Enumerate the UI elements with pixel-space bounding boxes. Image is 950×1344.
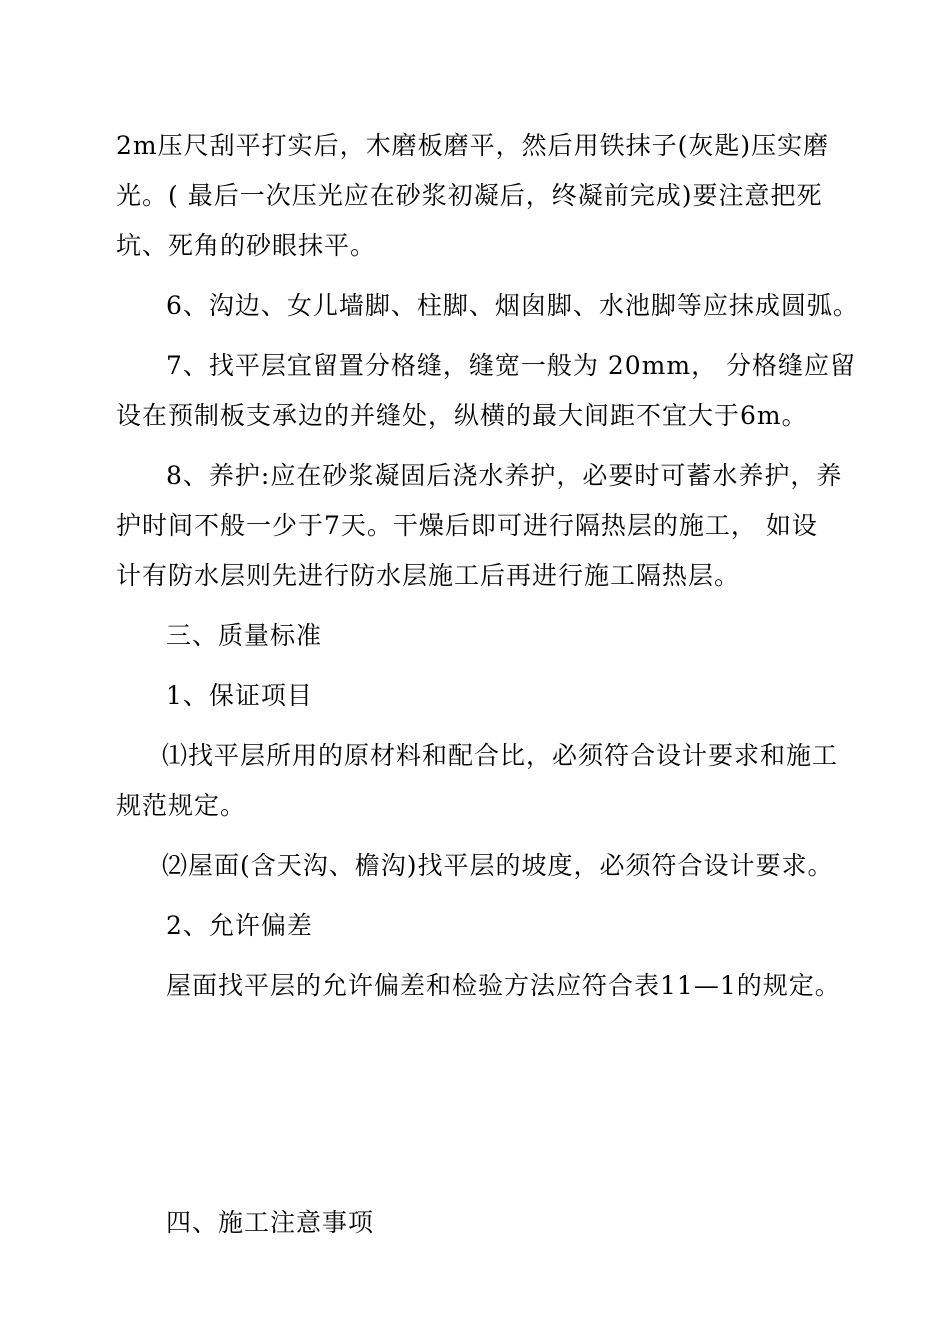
list-item-2: ⑵屋面(含天沟、檐沟)找平层的坡度，必须符合设计要求。 xyxy=(162,851,834,880)
paragraph-line: 坑、死角的砂眼抹平。 xyxy=(116,231,377,260)
list-item-7: 7、找平层宜留置分格缝，缝宽一般为 20mm， 分格缝应留 xyxy=(166,351,857,380)
paragraph-line: 计有防水层则先进行防水层施工后再进行施工隔热层。 xyxy=(116,561,741,590)
section-heading-construction-notes: 四、施工注意事项 xyxy=(166,1208,375,1237)
paragraph-line: 规范规定。 xyxy=(116,791,247,820)
paragraph-line: 2m压尺刮平打实后，木磨板磨平，然后用铁抹子(灰匙)压实磨 xyxy=(116,131,830,160)
paragraph-line: 屋面找平层的允许偏差和检验方法应符合表11—1的规定。 xyxy=(166,971,841,1000)
paragraph-line: 设在预制板支承边的并缝处，纵横的最大间距不宜大于6m。 xyxy=(116,401,808,430)
list-item-1: ⑴找平层所用的原材料和配合比，必须符合设计要求和施工 xyxy=(162,741,839,770)
section-heading-quality-standard: 三、质量标准 xyxy=(166,621,323,650)
subsection-heading-allowed-deviation: 2、允许偏差 xyxy=(166,911,313,940)
list-item-6: 6、沟边、女儿墙脚、柱脚、烟囱脚、水池脚等应抹成圆弧。 xyxy=(166,291,859,320)
list-item-8: 8、养护:应在砂浆凝固后浇水养护，必要时可蓄水养护，养 xyxy=(166,461,843,490)
paragraph-line: 光。( 最后一次压光应在砂浆初凝后，终凝前完成)要注意把死 xyxy=(116,181,823,210)
paragraph-line: 护时间不般一少于7天。干燥后即可进行隔热层的施工， 如设 xyxy=(116,511,818,540)
subsection-heading-guarantee-items: 1、保证项目 xyxy=(166,681,313,710)
